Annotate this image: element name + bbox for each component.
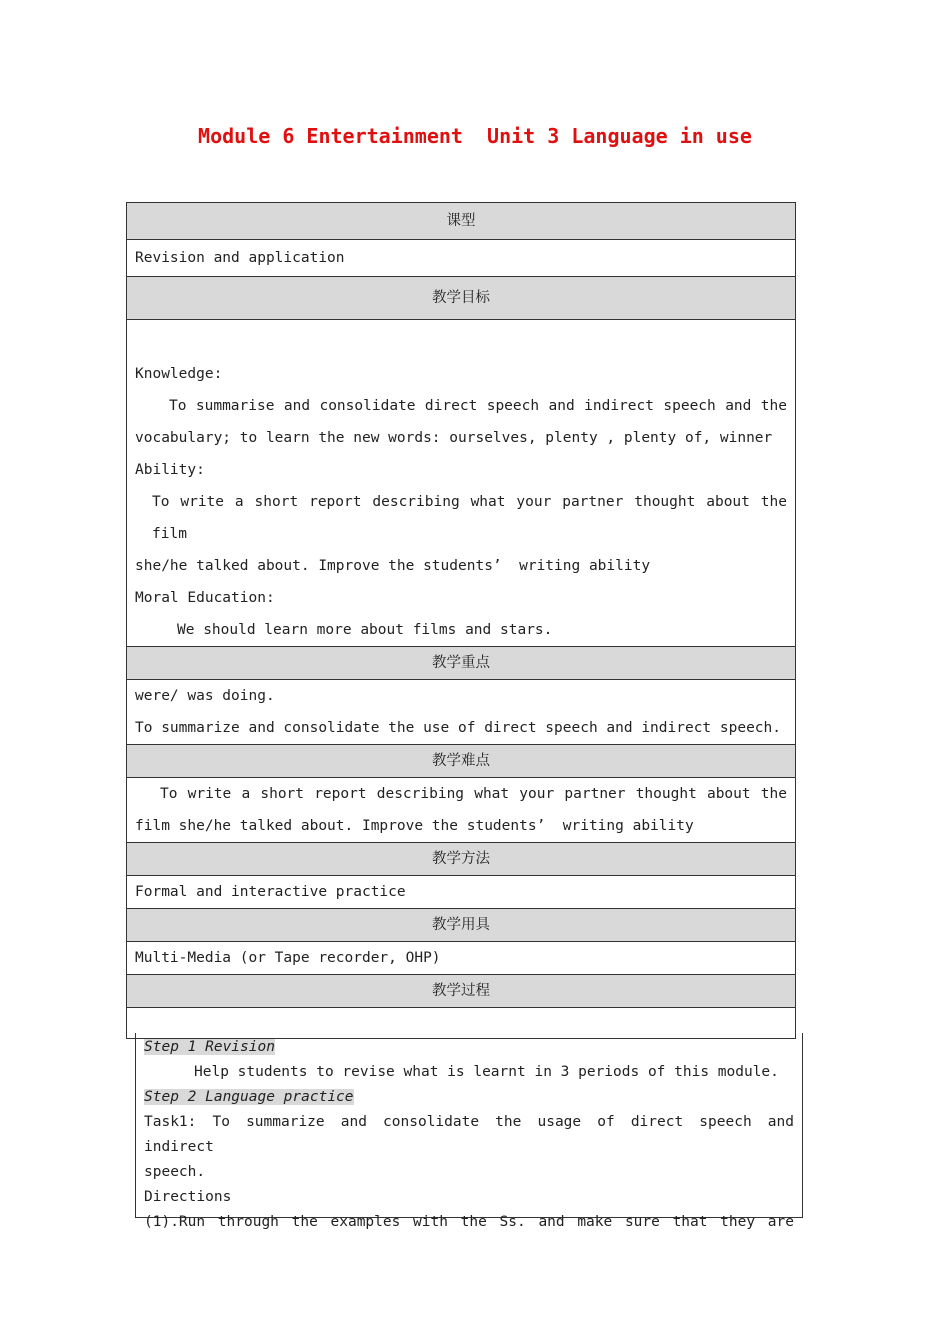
methods-value: Formal and interactive practice xyxy=(127,876,796,909)
methods-header: 教学方法 xyxy=(127,843,796,876)
process-header: 教学过程 xyxy=(127,975,796,1008)
tools-value: Multi-Media (or Tape recorder, OHP) xyxy=(127,942,796,975)
tools-header: 教学用具 xyxy=(127,909,796,942)
step1-title: Step 1 Revision xyxy=(144,1039,275,1055)
step2-title: Step 2 Language practice xyxy=(144,1089,354,1105)
ability-label: Ability: xyxy=(135,462,205,478)
directions-label: Directions xyxy=(144,1189,232,1205)
teaching-goals-content xyxy=(127,320,796,647)
moral-label: Moral Education: xyxy=(135,590,275,606)
knowledge-label: Knowledge: xyxy=(135,366,223,382)
teaching-process-box xyxy=(135,1033,803,1230)
knowledge-line-1: To summarise and consolidate direct speech and indirect speech and the xyxy=(169,398,787,414)
task1-line-1: Task1: To summarize and consolidate the usage of direct speech and indirect xyxy=(144,1114,794,1155)
lesson-plan-table xyxy=(126,202,796,1039)
course-type-value: Revision and application xyxy=(127,240,796,277)
difficulties-header: 教学难点 xyxy=(127,745,796,778)
key-points-header: 教学重点 xyxy=(127,647,796,680)
key-points-line-1: were/ was doing. xyxy=(135,688,275,704)
direction-1: (1).Run through the examples with the Ss. and make sure that they are xyxy=(144,1214,794,1230)
ability-line-1: To write a short report describing what your partner thought about the film xyxy=(152,494,787,542)
task1-line-2: speech. xyxy=(144,1164,206,1180)
knowledge-line-2: vocabulary; to learn the new words: ourselves, plenty , plenty of, winner xyxy=(135,430,773,446)
difficulties-line-1: To write a short report describing what your partner thought about the xyxy=(160,786,787,802)
step1-text: Help students to revise what is learnt in 3 periods of this module. xyxy=(194,1064,779,1080)
difficulties-content xyxy=(127,778,796,843)
teaching-goals-header: 教学目标 xyxy=(127,277,796,320)
course-type-header: 课型 xyxy=(127,203,796,240)
difficulties-line-2: film she/he talked about. Improve the students’ writing ability xyxy=(135,818,694,834)
key-points-line-2: To summarize and consolidate the use of direct speech and indirect speech. xyxy=(135,720,782,736)
key-points-content xyxy=(127,680,796,745)
document-title: Module 6 Entertainment Unit 3 Language in use xyxy=(198,124,752,148)
ability-line-2: she/he talked about. Improve the students’ writing ability xyxy=(135,558,651,574)
moral-line: We should learn more about films and stars. xyxy=(177,622,553,638)
